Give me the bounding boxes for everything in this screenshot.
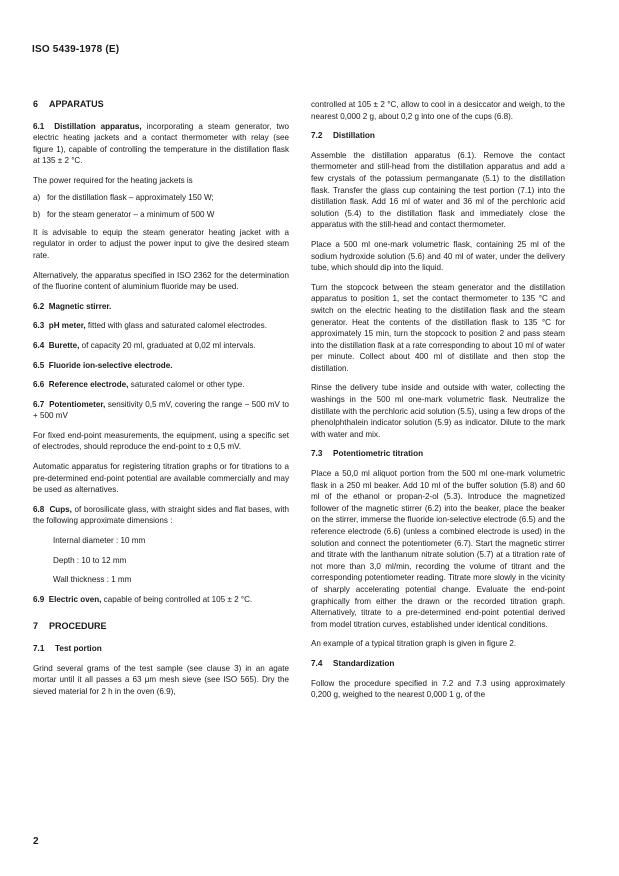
power-intro: The power required for the heating jackets is: [33, 175, 193, 185]
section-7-2-p1: Assemble the distillation apparatus (6.1). Remove the contact thermometer and still-head from the distillation apparatus and add a few crystals of the potassium permanganate (5.1) to the distillation flask. Transfer the glass cup containing the test portion (7.1) into the distillation flask. Add 16 ml of water and 36 ml of the perchloric acid solution (5.4) to the distillation flask and immediately close the apparatus with the still-head and contact thermometer.: [311, 150, 565, 230]
standard-id: ISO 5439-1978 (E): [32, 44, 120, 55]
section-6-1: 6.1 Distillation apparatus, incorporating a steam generator, two electric heating jackets and a contact thermometer with relay (see figure 1), capable of controlling the temperature in the distillation flask at 135 ± 2 °C.: [33, 121, 290, 166]
dimension-internal-diameter: Internal diameter : 10 mm: [53, 536, 146, 546]
section-6-2: 6.2 Magnetic stirrer.: [33, 301, 112, 311]
section-6-4: 6.4 Burette, of capacity 20 ml, graduated at 0,02 ml intervals.: [33, 340, 256, 350]
fixed-endpoint-paragraph: For fixed end-point measurements, the equipment, using a specific set of electrodes, should reproduce the end-point to ± 0,5 mV.: [33, 430, 289, 452]
section-7-4-p1: Follow the procedure specified in 7.2 and 7.3 using approximately 0,200 g, weighed to the nearest 0,000 1 g, of the: [311, 678, 565, 700]
section-7-1-heading: 7.1 Test portion: [33, 644, 102, 653]
dimension-depth: Depth : 10 to 12 mm: [53, 555, 127, 565]
section-7-2-p2: Place a 500 ml one-mark volumetric flask, containing 25 ml of the sodium hydroxide solution (5.6) and 40 ml of water, under the delivery tube, which should dip into the liquid.: [311, 239, 565, 273]
section-7-heading: 7 PROCEDURE: [33, 621, 107, 632]
automatic-apparatus-paragraph: Automatic apparatus for registering titration graphs or for titrations to a pre-determined end-point potential are available commercially and may be used as alternatives.: [33, 462, 289, 495]
continuation-paragraph: controlled at 105 ± 2 °C, allow to cool in a desiccator and weigh, to the nearest 0,000 2 g, about 0,2 g into one of the cups (6.8).: [311, 100, 565, 121]
section-7-2-p4: Rinse the delivery tube inside and outside with water, collecting the washings in the 500 ml one-mark volumetric flask. Neutralize the distillate with the perchloric acid solution (5.5), using a few drops of the phenolphthalein indicator solution (5.9) as indicator. Dilute to the mark with water and mix.: [311, 383, 565, 439]
section-6-heading: 6 APPARATUS: [33, 99, 104, 109]
section-7-3-p2: An example of a typical titration graph is given in figure 2.: [311, 639, 517, 649]
dimension-wall-thickness: Wall thickness : 1 mm: [53, 575, 132, 585]
page-number: 2: [33, 836, 39, 847]
right-column: [311, 99, 565, 709]
left-column: [33, 99, 289, 705]
section-6-8: 6.8 Cups, of borosilicate glass, with straight sides and flat bases, with the following approximate dimensions :: [33, 504, 289, 526]
section-7-1-text: Grind several grams of the test sample (see clause 3) in an agate mortar until it all passes a 63 μm mesh sieve (see ISO 565). Dry the sieved material for 2 h in the oven (6.9),: [33, 663, 289, 696]
section-7-3-heading: 7.3 Potentiometric titration: [311, 449, 424, 459]
section-7-3-p1: Place a 50,0 ml aliquot portion from the 500 ml one-mark volumetric flask in a 250 ml beaker. Add 10 ml of the buffer solution (5.8) and 60 ml of the ethanol or propan-2-ol (5.3). Introduce the magnetized follower of the magnetic stirrer (6.2) into the beaker, place the beaker on the stirrer, immerse the fluoride ion-selective electrode (6.5) and the reference electrode (6.6) (unless a combined electrode is used) in the solution and connect the potentiometer (6.7). Start the magnetic stirrer and titrate with the lanthanum nitrate solution (5.7) at a titration rate of not more than 3,0 ml/min, recording the volume of titrant and the corresponding potentiometer reading. Titrate more slowly in the vicinity of sharply accelerating potential change. Evaluate the end-point graphically from either the drawn or the recorded titration graph. Alternatively, titrate to a pre-determined end-point potential derived from model titration curves, established under identical conditions.: [311, 469, 565, 629]
section-6-6: 6.6 Reference electrode, saturated calomel or other type.: [33, 380, 245, 390]
section-6-3: 6.3 pH meter, fitted with glass and saturated calomel electrodes.: [33, 321, 267, 331]
advisable-paragraph: It is advisable to equip the steam generator heating jacket with a regulator in order to adjust the power input to give the desired steam rate.: [33, 227, 289, 260]
section-6-7: 6.7 Potentiometer, sensitivity 0,5 mV, covering the range − 500 mV to + 500 mV: [33, 399, 289, 421]
power-item-a: a) for the distillation flask – approximately 150 W;: [33, 192, 214, 202]
section-7-4-heading: 7.4 Standardization: [311, 658, 395, 668]
alternatively-paragraph: Alternatively, the apparatus specified in ISO 2362 for the determination of the fluorine content of aluminium fluoride may be used.: [33, 270, 289, 292]
section-6-5: 6.5 Fluoride ion-selective electrode.: [33, 360, 173, 370]
section-7-2-p3: Turn the stopcock between the steam generator and the distillation apparatus to position 1, set the contact thermometer to 135 °C and switch on the electric heating to the distillation flask and the steam generator. Heat the contents of the distillation flask to 135 °C for approximately 15 min, turn the stopcock to position 2 and pass steam into the distillation flask at a rate corresponding to about 10 ml of water per minute. Collect about 400 ml of distillate and then stop the distillation.: [311, 282, 565, 373]
section-6-9: 6.9 Electric oven, capable of being controlled at 105 ± 2 °C.: [33, 594, 253, 604]
power-item-b: b) for the steam generator – a minimum of 500 W: [33, 210, 215, 220]
section-7-2-heading: 7.2 Distillation: [311, 131, 375, 141]
